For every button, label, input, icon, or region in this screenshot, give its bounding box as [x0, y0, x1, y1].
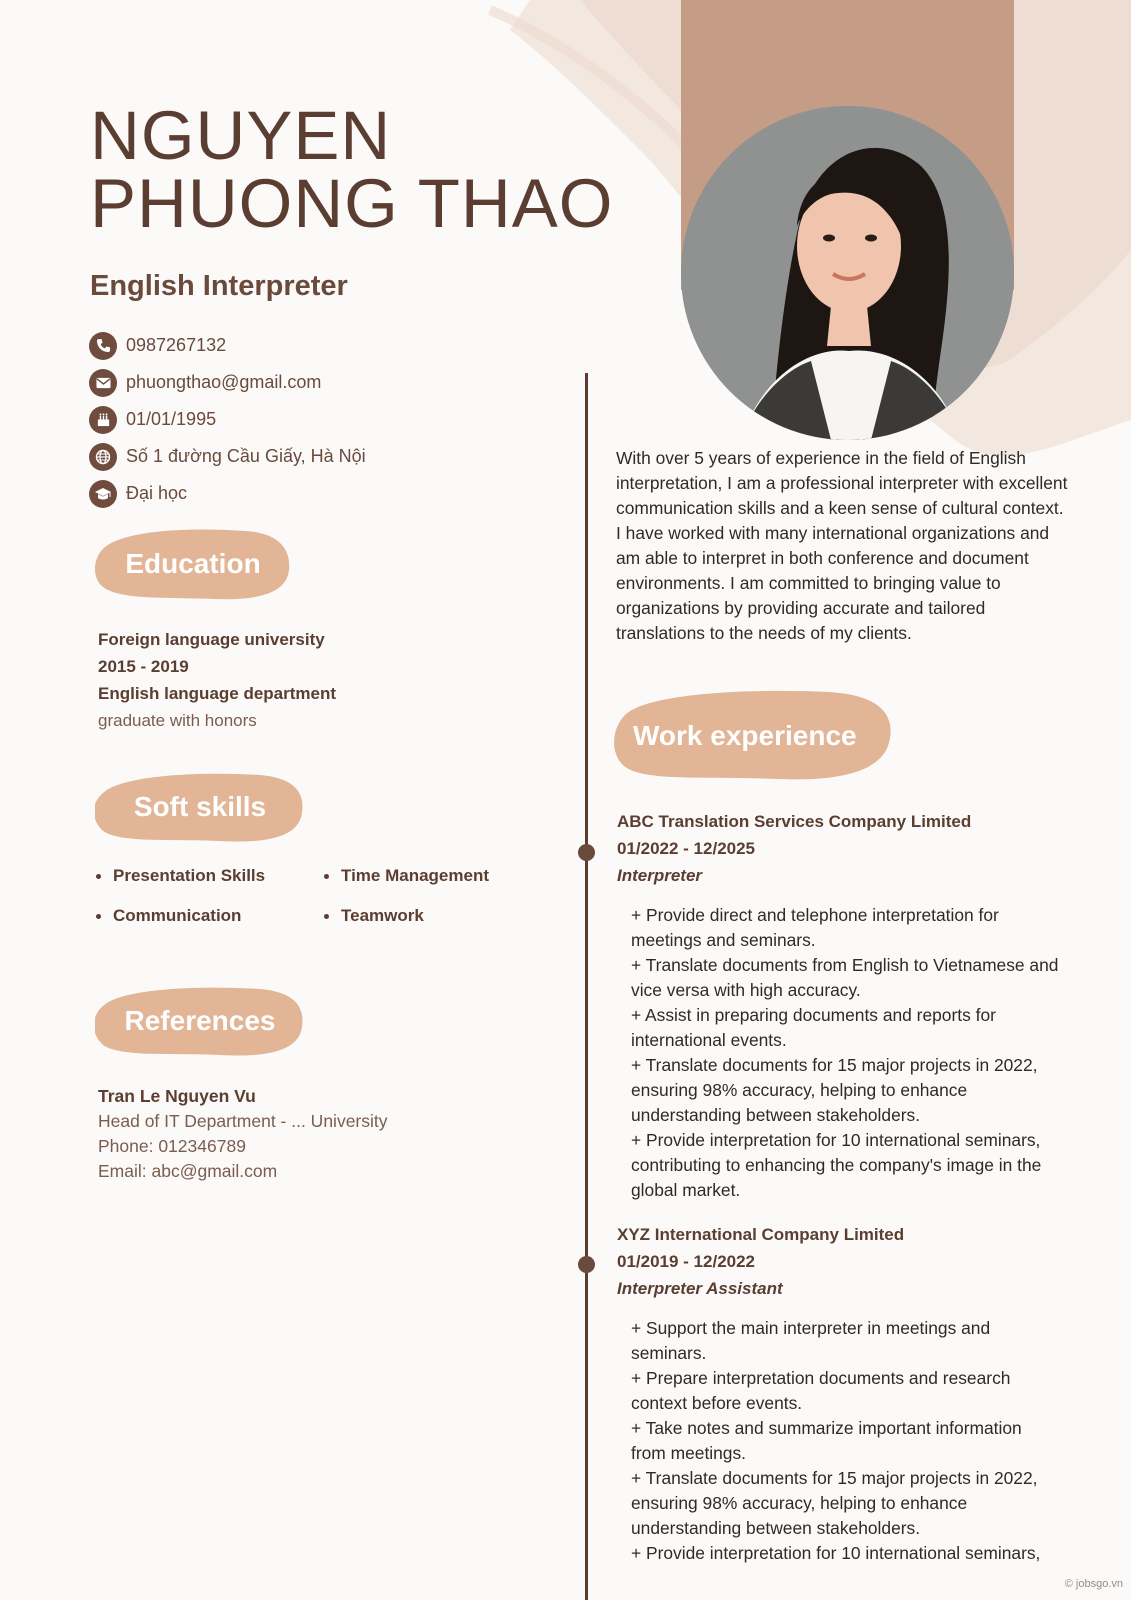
job-duties	[631, 1316, 1061, 1566]
skill-label: Teamwork	[341, 906, 424, 925]
references-heading-label: References	[124, 1005, 276, 1036]
profile-photo	[681, 106, 1014, 440]
bullet-icon	[96, 914, 101, 919]
education-school: Foreign language university	[98, 630, 325, 649]
references-heading	[95, 982, 305, 1060]
job-company: ABC Translation Services Company Limited	[617, 812, 972, 831]
education-note: graduate with honors	[98, 711, 257, 730]
skill-item	[324, 866, 536, 886]
candidate-name	[90, 97, 614, 242]
soft-skills-list	[96, 866, 536, 926]
skill-item	[324, 906, 536, 926]
contact-birthday	[89, 401, 366, 438]
duty-item: + Support the main interpreter in meetings and seminars.	[631, 1318, 991, 1363]
references-section	[98, 1084, 388, 1184]
duty-item: + Take notes and summarize important information from meetings.	[631, 1418, 1022, 1463]
bullet-icon	[324, 874, 329, 879]
job-position: Interpreter Assistant	[617, 1279, 783, 1298]
footer-watermark: © jobsgo.vn	[1064, 1578, 1123, 1590]
education-level-text: Đại học	[126, 483, 188, 503]
job-duties	[631, 903, 1061, 1203]
skill-label: Presentation Skills	[113, 866, 266, 885]
job-entry	[617, 808, 1061, 1203]
phone-text: 0987267132	[126, 335, 227, 355]
education-heading	[95, 525, 291, 603]
bullet-icon	[96, 874, 101, 879]
job-period: 01/2022 - 12/2025	[617, 839, 756, 858]
phone-icon	[89, 332, 117, 360]
name-line-1: NGUYEN	[90, 97, 392, 174]
skill-label: Communication	[113, 906, 242, 925]
globe-icon	[89, 443, 117, 471]
work-experience-heading-label: Work experience	[633, 720, 857, 751]
education-heading-label: Education	[125, 548, 261, 579]
job-company: XYZ International Company Limited	[617, 1225, 905, 1244]
birthday-cake-icon	[89, 406, 117, 434]
skill-item	[96, 906, 324, 926]
timeline-line	[585, 373, 588, 1600]
soft-skills-heading-label: Soft skills	[133, 791, 267, 822]
job-period: 01/2019 - 12/2022	[617, 1252, 756, 1271]
reference-position: Head of IT Department - ... University	[98, 1111, 388, 1131]
duty-item: + Translate documents for 15 major projects in 2022, ensuring 98% accuracy, helping to enhance understanding between stakeholders.	[631, 1468, 1038, 1538]
duty-item: + Provide interpretation for 10 international seminars, contributing to enhancing the company's image in the global market.	[631, 1130, 1042, 1200]
timeline-dot	[578, 844, 595, 861]
timeline-dot	[578, 1256, 595, 1273]
contact-list	[89, 327, 366, 512]
duty-item: + Provide interpretation for 10 international seminars,	[631, 1543, 1041, 1563]
contact-education-level	[89, 475, 366, 512]
duty-item: + Prepare interpretation documents and research context before events.	[631, 1368, 1011, 1413]
reference-name: Tran Le Nguyen Vu	[98, 1086, 256, 1106]
education-department: English language department	[98, 684, 337, 703]
birthday-text: 01/01/1995	[126, 409, 217, 429]
email-icon	[89, 369, 117, 397]
profile-summary: With over 5 years of experience in the field of English interpretation, I am a professional interpreter with excellent communication skills and a keen sense of cultural context. I have worked with many international organizations and am able to interpret in both conference and document environments. I am committed to bringing value to organizations by providing accurate and tailored translations to the needs of my clients.	[616, 448, 1068, 643]
name-line-2: PHUONG THAO	[90, 165, 614, 242]
email-text: phuongthao@gmail.com	[126, 372, 322, 392]
skill-label: Time Management	[341, 866, 490, 885]
duty-item: + Provide direct and telephone interpretation for meetings and seminars.	[631, 905, 999, 950]
bullet-icon	[324, 914, 329, 919]
job-entry	[617, 1221, 1061, 1566]
reference-email: Email: abc@gmail.com	[98, 1161, 278, 1181]
reference-phone: Phone: 012346789	[98, 1136, 246, 1156]
work-experience-heading	[614, 686, 894, 786]
duty-item: + Translate documents from English to Vietnamese and vice versa with high accuracy.	[631, 955, 1059, 1000]
contact-phone	[89, 327, 366, 364]
graduation-cap-icon	[89, 480, 117, 508]
contact-address	[89, 438, 366, 475]
education-years: 2015 - 2019	[98, 657, 189, 676]
address-text: Số 1 đường Cầu Giấy, Hà Nội	[126, 446, 366, 466]
skill-item	[96, 866, 324, 886]
job-position: Interpreter	[617, 866, 703, 885]
job-title: English Interpreter	[90, 270, 348, 302]
duty-item: + Assist in preparing documents and reports for international events.	[631, 1005, 996, 1050]
duty-item: + Translate documents for 15 major projects in 2022, ensuring 98% accuracy, helping to enhance understanding between stakeholders.	[631, 1055, 1038, 1125]
soft-skills-heading	[95, 768, 305, 846]
education-section	[98, 626, 336, 734]
contact-email	[89, 364, 366, 401]
